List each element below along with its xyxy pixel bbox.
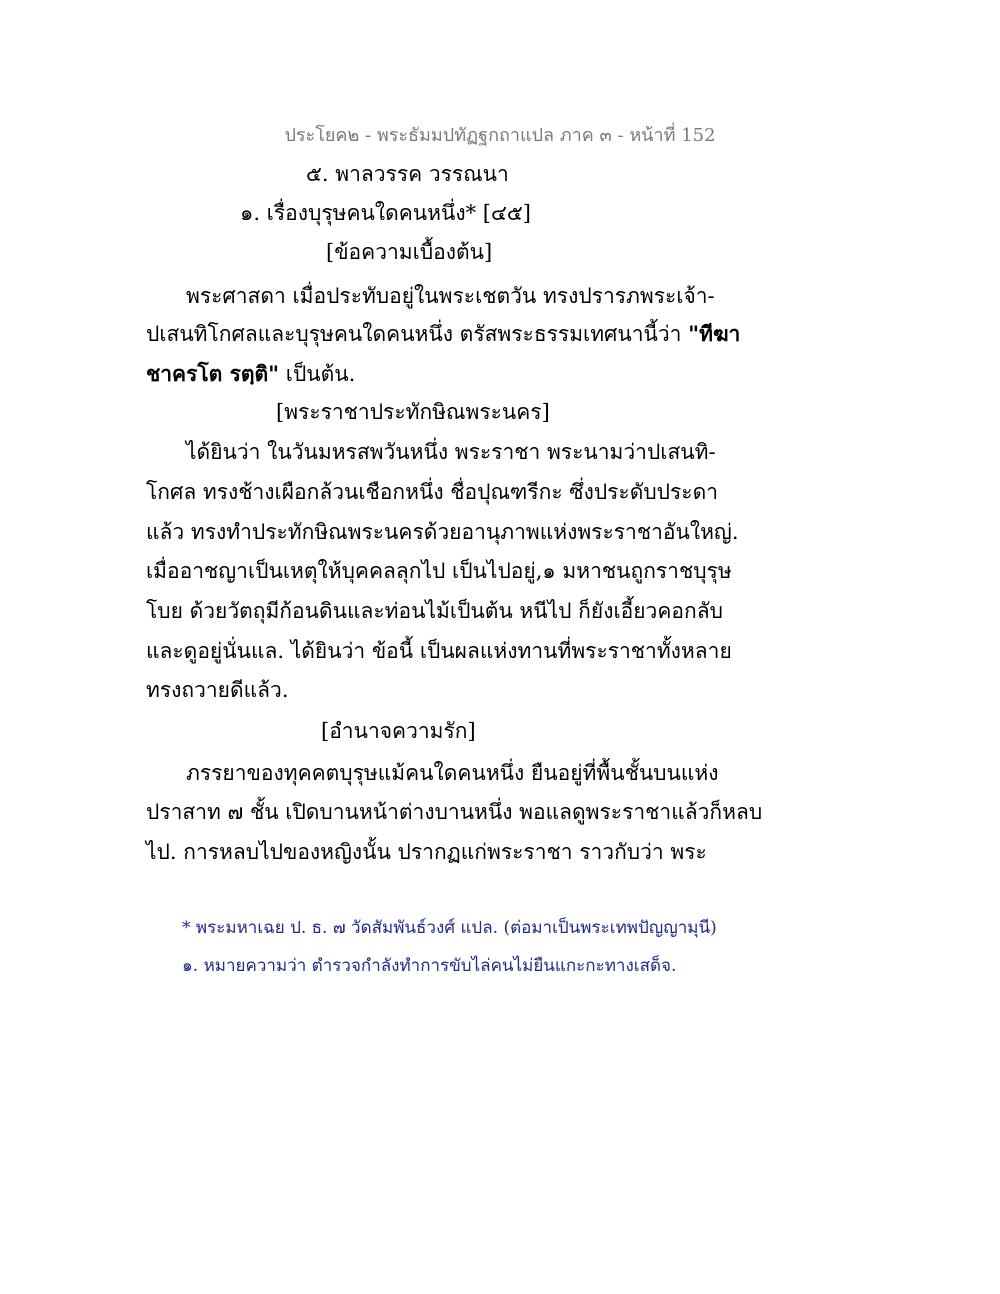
paragraph-line: โกศล ทรงช้างเผือกล้วนเชือกหนึ่ง ชื่อปุณฑรีกะ ซึ่งประดับประดา [146,480,718,504]
paragraph-text: ปเสนทิโกศลและบุรุษคนใดคนหนึ่ง ตรัสพระธรรมเทศนานี้ว่า [146,322,689,346]
paragraph-line: โบย ด้วยวัตถุมีก้อนดินและท่อนไม้เป็นต้น หนีไป ก็ยังเอี้ยวคอกลับ [146,599,723,623]
pali-quote: "ทีฆา [688,321,741,346]
paragraph-text: เป็นต้น. [279,362,356,386]
footnote-one: ๑. หมายความว่า ตำรวจกำลังทำการขับไล่คนไม่ยืนแกะกะทางเสด็จ. [182,956,677,976]
section-heading-love: [อำนาจความรัก] [321,719,476,743]
paragraph-line: เมื่ออาชญาเป็นเหตุให้บุคคลลุกไป เป็นไปอยู่,๑ มหาชนถูกราชบุรุษ [146,559,732,583]
paragraph-line [146,360,355,388]
paragraph-line [146,320,740,348]
paragraph-line: ภรรยาของทุคคตบุรุษแม้คนใดคนหนึ่ง ยืนอยู่ที่พื้นชั้นบนแห่ง [186,761,719,785]
story-title: ๑. เรื่องบุรุษคนใดคนหนึ่ง* [๔๕] [240,201,531,225]
paragraph-line: ไป. การหลบไปของหญิงนั้น ปรากฏแก่พระราชา ราวกับว่า พระ [146,840,707,864]
running-header: ประโยค๒ - พระธัมมปทัฏฐกถาแปล ภาค ๓ - หน้าที่ 152 [284,125,716,146]
chapter-title: ๕. พาลวรรค วรรณนา [306,162,509,186]
paragraph-line: ปราสาท ๗ ชั้น เปิดบานหน้าต่างบานหนึ่ง พอแลดูพระราชาแล้วก็หลบ [146,800,763,824]
pali-quote: ชาครโต รตฺติ" [146,361,280,386]
section-heading-intro: [ข้อความเบื้องต้น] [326,240,493,264]
paragraph-line: ทรงถวายดีแล้ว. [146,678,289,702]
paragraph-line: พระศาสดา เมื่อประทับอยู่ในพระเชตวัน ทรงปรารภพระเจ้า- [186,284,715,308]
paragraph-line: ได้ยินว่า ในวันมหรสพวันหนึ่ง พระราชา พระนามว่าปเสนทิ- [186,440,716,464]
footnote-star: * พระมหาเฉย ป. ธ. ๗ วัดสัมพันธ์วงศ์ แปล. (ต่อมาเป็นพระเทพปัญญามุนี) [182,918,717,938]
paragraph-line: แล้ว ทรงทำประทักษิณพระนครด้วยอานุภาพแห่งพระราชาอันใหญ่. [146,520,739,544]
paragraph-line: และดูอยู่นั่นแล. ได้ยินว่า ข้อนี้ เป็นผลแห่งทานที่พระราชาทั้งหลาย [146,639,732,663]
section-heading-tour: [พระราชาประทักษิณพระนคร] [276,400,550,424]
